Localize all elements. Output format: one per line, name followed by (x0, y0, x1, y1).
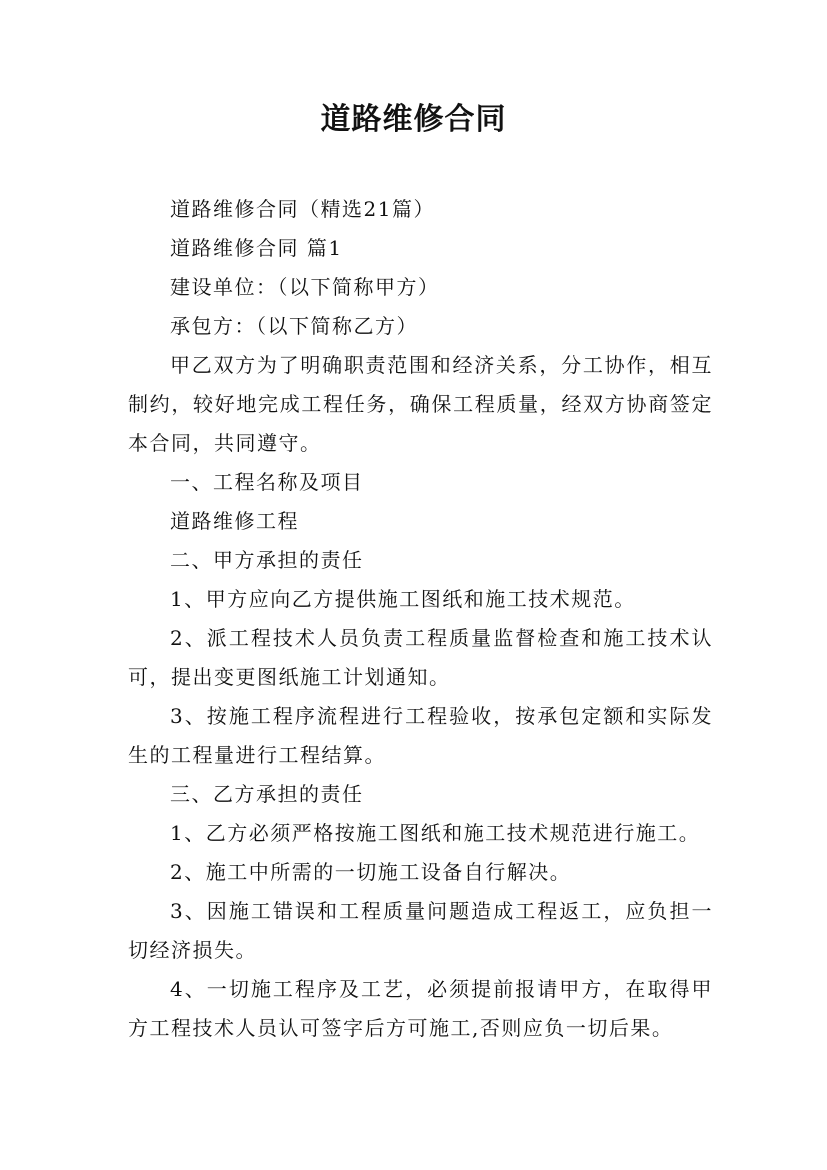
paragraph: 2、派工程技术人员负责工程质量监督检查和施工技术认可，提出变更图纸施工计划通知。 (128, 626, 713, 689)
document-title: 道路维修合同 (320, 102, 507, 137)
paragraph: 一、工程名称及项目 (170, 470, 364, 494)
paragraph: 1、乙方必须严格按施工图纸和施工技术规范进行施工。 (170, 821, 701, 845)
paragraph: 承包方：（以下简称乙方） (170, 314, 418, 338)
paragraph: 道路维修合同（精选21篇） (170, 197, 435, 221)
paragraph: 3、因施工错误和工程质量问题造成工程返工，应负担一切经济损失。 (128, 899, 713, 962)
paragraph: 1、甲方应向乙方提供施工图纸和施工技术规范。 (170, 587, 636, 611)
paragraph: 道路维修合同 篇1 (170, 236, 343, 260)
document-body (128, 190, 713, 1048)
paragraph: 建设单位：（以下简称甲方） (170, 275, 440, 299)
paragraph: 三、乙方承担的责任 (170, 782, 364, 806)
paragraph: 2、施工中所需的一切施工设备自行解决。 (170, 860, 572, 884)
paragraph: 4、一切施工程序及工艺，必须提前报请甲方，在取得甲方工程技术人员认可签字后方可施工,否则应负一切后果。 (128, 977, 713, 1040)
paragraph: 二、甲方承担的责任 (170, 548, 364, 572)
paragraph: 甲乙双方为了明确职责范围和经济关系，分工协作，相互制约，较好地完成工程任务，确保工程质量，经双方协商签定本合同，共同遵守。 (128, 353, 713, 455)
paragraph: 道路维修工程 (170, 509, 299, 533)
paragraph: 3、按施工程序流程进行工程验收，按承包定额和实际发生的工程量进行工程结算。 (128, 704, 713, 767)
